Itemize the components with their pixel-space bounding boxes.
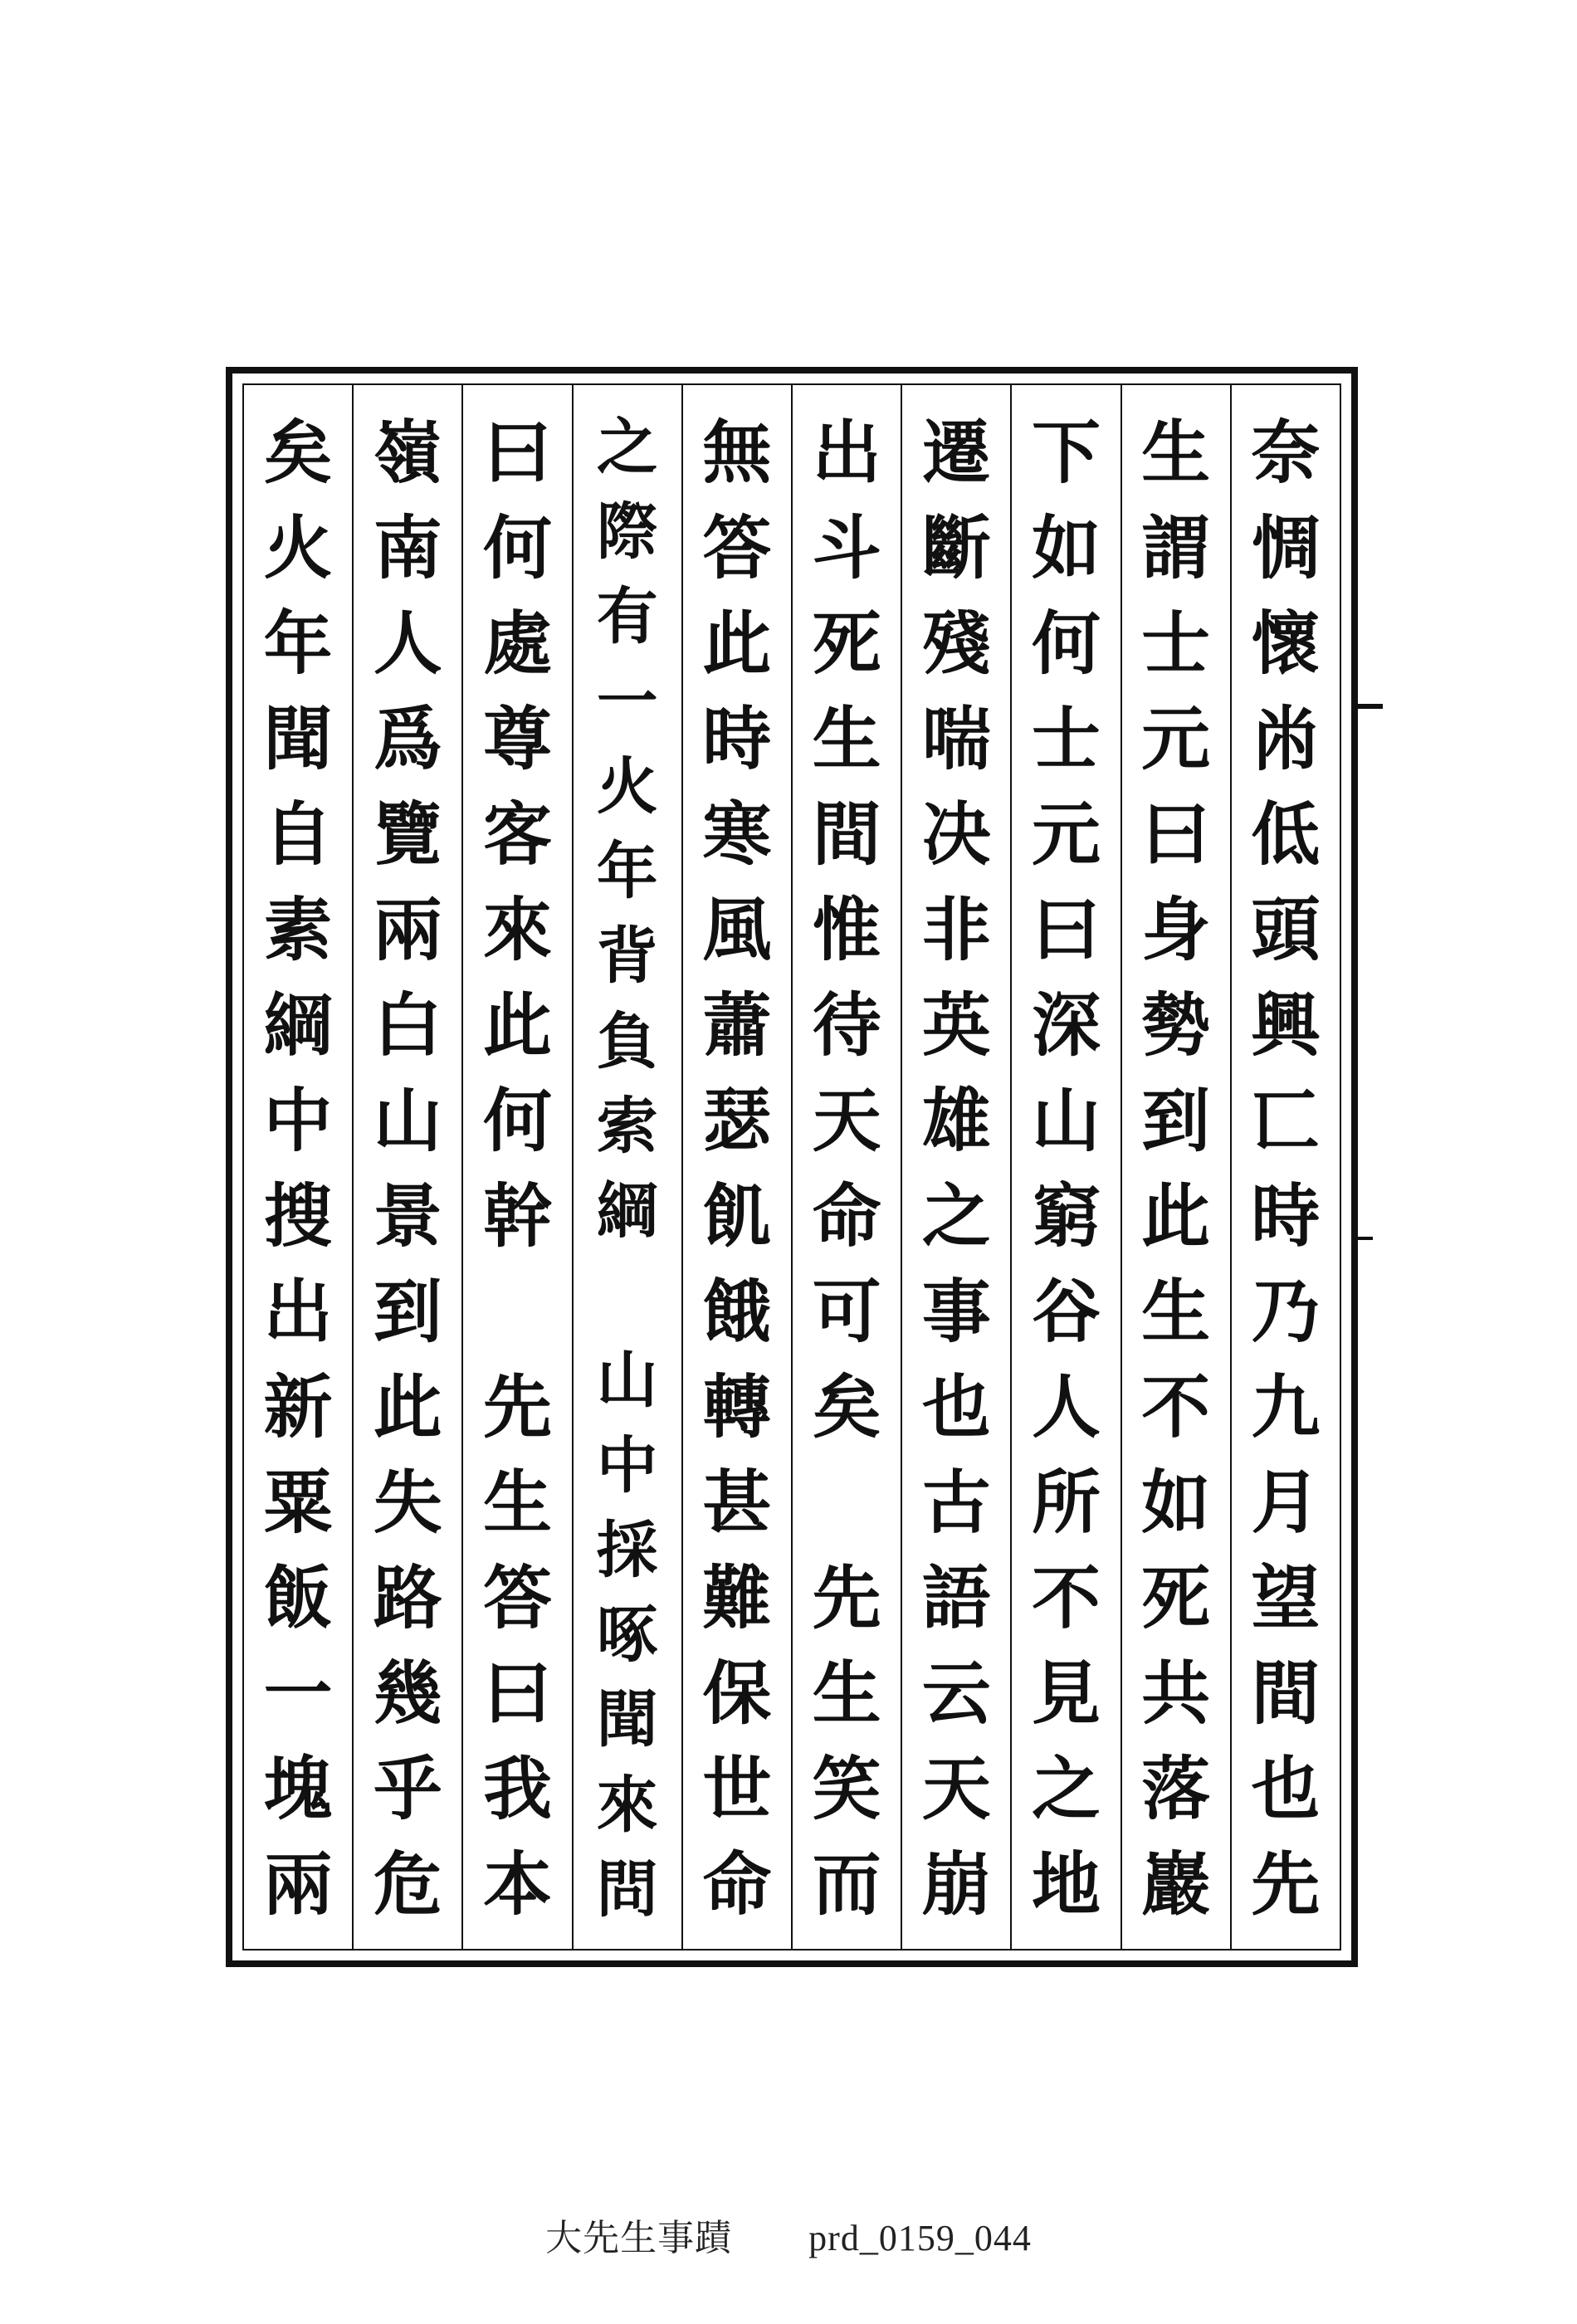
glyph: 無 <box>702 412 772 493</box>
glyph: 事 <box>921 1271 991 1352</box>
glyph: 望 <box>1251 1557 1321 1638</box>
glyph <box>793 1455 901 1550</box>
page-frame <box>226 367 1358 1967</box>
glyph: 答 <box>702 507 772 588</box>
glyph: 何 <box>483 507 552 588</box>
glyph: 白 <box>373 984 442 1066</box>
glyph: 乎 <box>373 1748 442 1829</box>
glyph: 九 <box>1251 1366 1321 1448</box>
glyph: 先 <box>483 1366 552 1448</box>
glyph: 路 <box>373 1557 442 1638</box>
page-inner-border <box>242 383 1341 1950</box>
glyph: 負 <box>596 1005 658 1077</box>
glyph: 覽 <box>373 793 442 875</box>
glyph: 英 <box>921 984 991 1066</box>
glyph: 巖 <box>1141 1843 1211 1925</box>
glyph: 惆 <box>1251 507 1321 588</box>
glyph: 曰 <box>1141 793 1211 875</box>
text-column-5 <box>791 385 901 1949</box>
glyph: 遷 <box>921 412 991 493</box>
glyph: 而 <box>812 1843 881 1925</box>
glyph: 中 <box>596 1429 658 1501</box>
glyph: 客 <box>483 793 552 875</box>
glyph <box>463 1264 571 1360</box>
glyph: 也 <box>921 1366 991 1448</box>
glyph: 間 <box>1251 1653 1321 1734</box>
glyph: 中 <box>263 1080 333 1161</box>
glyph: 興 <box>1251 984 1321 1066</box>
glyph: 索 <box>596 1090 658 1162</box>
glyph: 保 <box>702 1653 772 1734</box>
glyph: 採 <box>596 1514 658 1586</box>
glyph: 甚 <box>702 1462 772 1543</box>
glyph: 也 <box>1251 1748 1321 1829</box>
glyph: 元 <box>1141 698 1211 779</box>
glyph: 所 <box>1032 1462 1101 1543</box>
glyph: 年 <box>596 836 658 908</box>
glyph: 此 <box>702 603 772 684</box>
glyph: 寒 <box>702 793 772 875</box>
glyph: 語 <box>921 1557 991 1638</box>
glyph: 人 <box>373 603 442 684</box>
glyph: 共 <box>1141 1653 1211 1734</box>
text-column-1 <box>1230 385 1340 1949</box>
glyph: 下 <box>1032 412 1101 493</box>
glyph: 兩 <box>373 889 442 970</box>
glyph: 來 <box>596 1769 658 1841</box>
glyph: 云 <box>921 1653 991 1734</box>
glyph: 見 <box>1032 1653 1101 1734</box>
glyph: 崩 <box>921 1843 991 1925</box>
glyph <box>574 1253 681 1338</box>
glyph: 南 <box>373 507 442 588</box>
glyph: 頭 <box>1251 889 1321 970</box>
glyph: 何 <box>1032 603 1101 684</box>
glyph: 月 <box>1251 1462 1321 1543</box>
glyph: 世 <box>702 1748 772 1829</box>
glyph: 身 <box>1141 889 1211 970</box>
glyph: 答 <box>483 1557 552 1638</box>
glyph: 笑 <box>812 1748 881 1829</box>
glyph: 自 <box>263 793 333 875</box>
glyph: 殘 <box>921 603 991 684</box>
glyph: 士 <box>1141 603 1211 684</box>
glyph: 先 <box>1251 1843 1321 1925</box>
text-column-7 <box>572 385 681 1949</box>
glyph: 不 <box>1032 1557 1101 1638</box>
glyph: 生 <box>812 698 881 779</box>
glyph: 地 <box>1032 1843 1101 1925</box>
glyph: 矣 <box>812 1366 881 1448</box>
glyph: 搜 <box>263 1175 333 1257</box>
glyph: 生 <box>1141 1271 1211 1352</box>
glyph: 非 <box>921 889 991 970</box>
glyph: 天 <box>921 1748 991 1829</box>
glyph: 懷 <box>1251 603 1321 684</box>
glyph: 處 <box>483 603 552 684</box>
glyph: 之 <box>921 1175 991 1257</box>
glyph: 乃 <box>1251 1271 1321 1352</box>
glyph: 聞 <box>263 698 333 779</box>
glyph: 山 <box>596 1345 658 1417</box>
glyph: 如 <box>1141 1462 1211 1543</box>
glyph: 幹 <box>483 1175 552 1257</box>
glyph: 山 <box>373 1080 442 1161</box>
glyph: 火 <box>596 750 658 823</box>
glyph: 危 <box>373 1843 442 1925</box>
glyph: 士 <box>1032 698 1101 779</box>
glyph: 窮 <box>1032 1175 1101 1257</box>
glyph: 風 <box>702 889 772 970</box>
glyph: 轉 <box>702 1366 772 1448</box>
glyph: 谷 <box>1032 1271 1101 1352</box>
glyph: 到 <box>373 1271 442 1352</box>
glyph: 飢 <box>702 1175 772 1257</box>
caption-title: 大先生事蹟 <box>545 2218 733 2258</box>
glyph: 年 <box>263 603 333 684</box>
page-caption <box>0 2208 1577 2261</box>
glyph: 不 <box>1141 1366 1211 1448</box>
glyph: 塊 <box>263 1748 333 1829</box>
text-column-4 <box>901 385 1010 1949</box>
glyph: 先 <box>812 1557 881 1638</box>
glyph: 來 <box>483 889 552 970</box>
glyph: 决 <box>921 793 991 875</box>
glyph: 問 <box>596 1853 658 1926</box>
glyph: 惟 <box>812 889 881 970</box>
glyph: 生 <box>812 1653 881 1734</box>
glyph: 蕭 <box>702 984 772 1066</box>
glyph: 尊 <box>483 698 552 779</box>
glyph: 生 <box>1141 412 1211 493</box>
glyph: 曰 <box>483 1653 552 1734</box>
glyph: 可 <box>812 1271 881 1352</box>
glyph: 失 <box>373 1462 442 1543</box>
glyph: 落 <box>1141 1748 1211 1829</box>
text-columns <box>244 385 1340 1949</box>
glyph: 曰 <box>483 412 552 493</box>
glyph: 待 <box>812 984 881 1066</box>
glyph: 飯 <box>263 1557 333 1638</box>
glyph: 之 <box>596 412 658 483</box>
glyph: 一 <box>596 666 658 738</box>
glyph: 際 <box>596 496 658 569</box>
glyph: 此 <box>483 984 552 1066</box>
glyph: 雄 <box>921 1080 991 1161</box>
glyph: 矣 <box>263 412 333 493</box>
glyph: 粟 <box>263 1462 333 1543</box>
text-column-2 <box>1120 385 1230 1949</box>
glyph: 低 <box>1251 793 1321 875</box>
glyph: 曰 <box>1032 889 1101 970</box>
glyph: 本 <box>483 1843 552 1925</box>
glyph: 死 <box>812 603 881 684</box>
glyph: 瑟 <box>702 1080 772 1161</box>
glyph: 時 <box>1251 1175 1321 1257</box>
glyph: 爲 <box>373 698 442 779</box>
glyph: 難 <box>702 1557 772 1638</box>
glyph: 天 <box>812 1080 881 1161</box>
glyph: 幾 <box>373 1653 442 1734</box>
glyph: 聞 <box>596 1684 658 1756</box>
glyph: 山 <box>1032 1080 1101 1161</box>
glyph: 命 <box>702 1843 772 1925</box>
glyph: 奈 <box>1251 412 1321 493</box>
glyph: 出 <box>263 1271 333 1352</box>
glyph: 深 <box>1032 984 1101 1066</box>
glyph: 斗 <box>812 507 881 588</box>
glyph: 之 <box>1032 1748 1101 1829</box>
text-column-8 <box>461 385 571 1949</box>
glyph: 人 <box>1032 1366 1101 1448</box>
text-column-9 <box>352 385 461 1949</box>
glyph: 斷 <box>921 507 991 588</box>
glyph: 古 <box>921 1462 991 1543</box>
text-column-3 <box>1010 385 1120 1949</box>
text-column-6 <box>681 385 791 1949</box>
glyph: 火 <box>263 507 333 588</box>
glyph: 啄 <box>596 1599 658 1672</box>
glyph: 匸 <box>1251 1080 1321 1161</box>
glyph: 謂 <box>1141 507 1211 588</box>
glyph: 間 <box>812 793 881 875</box>
glyph: 時 <box>702 698 772 779</box>
glyph: 此 <box>1141 1175 1211 1257</box>
glyph: 喘 <box>921 698 991 779</box>
margin-mark <box>1358 704 1383 709</box>
glyph: 嶺 <box>373 412 442 493</box>
glyph: 元 <box>1032 793 1101 875</box>
glyph: 生 <box>483 1462 552 1543</box>
glyph: 景 <box>373 1175 442 1257</box>
glyph: 死 <box>1141 1557 1211 1638</box>
glyph: 背 <box>596 920 658 993</box>
glyph: 㡀 <box>1251 698 1321 779</box>
glyph: 綱 <box>596 1174 658 1247</box>
glyph: 何 <box>483 1080 552 1161</box>
glyph: 綱 <box>263 984 333 1066</box>
text-column-10 <box>244 385 352 1949</box>
glyph: 到 <box>1141 1080 1211 1161</box>
glyph: 我 <box>483 1748 552 1829</box>
glyph: 素 <box>263 889 333 970</box>
margin-mark <box>1358 1237 1373 1240</box>
glyph: 此 <box>373 1366 442 1448</box>
glyph: 如 <box>1032 507 1101 588</box>
caption-code: prd_0159_044 <box>808 2218 1032 2258</box>
glyph: 新 <box>263 1366 333 1448</box>
glyph: 有 <box>596 581 658 653</box>
glyph: 餓 <box>702 1271 772 1352</box>
glyph: 命 <box>812 1175 881 1257</box>
glyph: 出 <box>812 412 881 493</box>
glyph: 一 <box>263 1653 333 1734</box>
glyph: 勢 <box>1141 984 1211 1066</box>
glyph: 兩 <box>263 1843 333 1925</box>
